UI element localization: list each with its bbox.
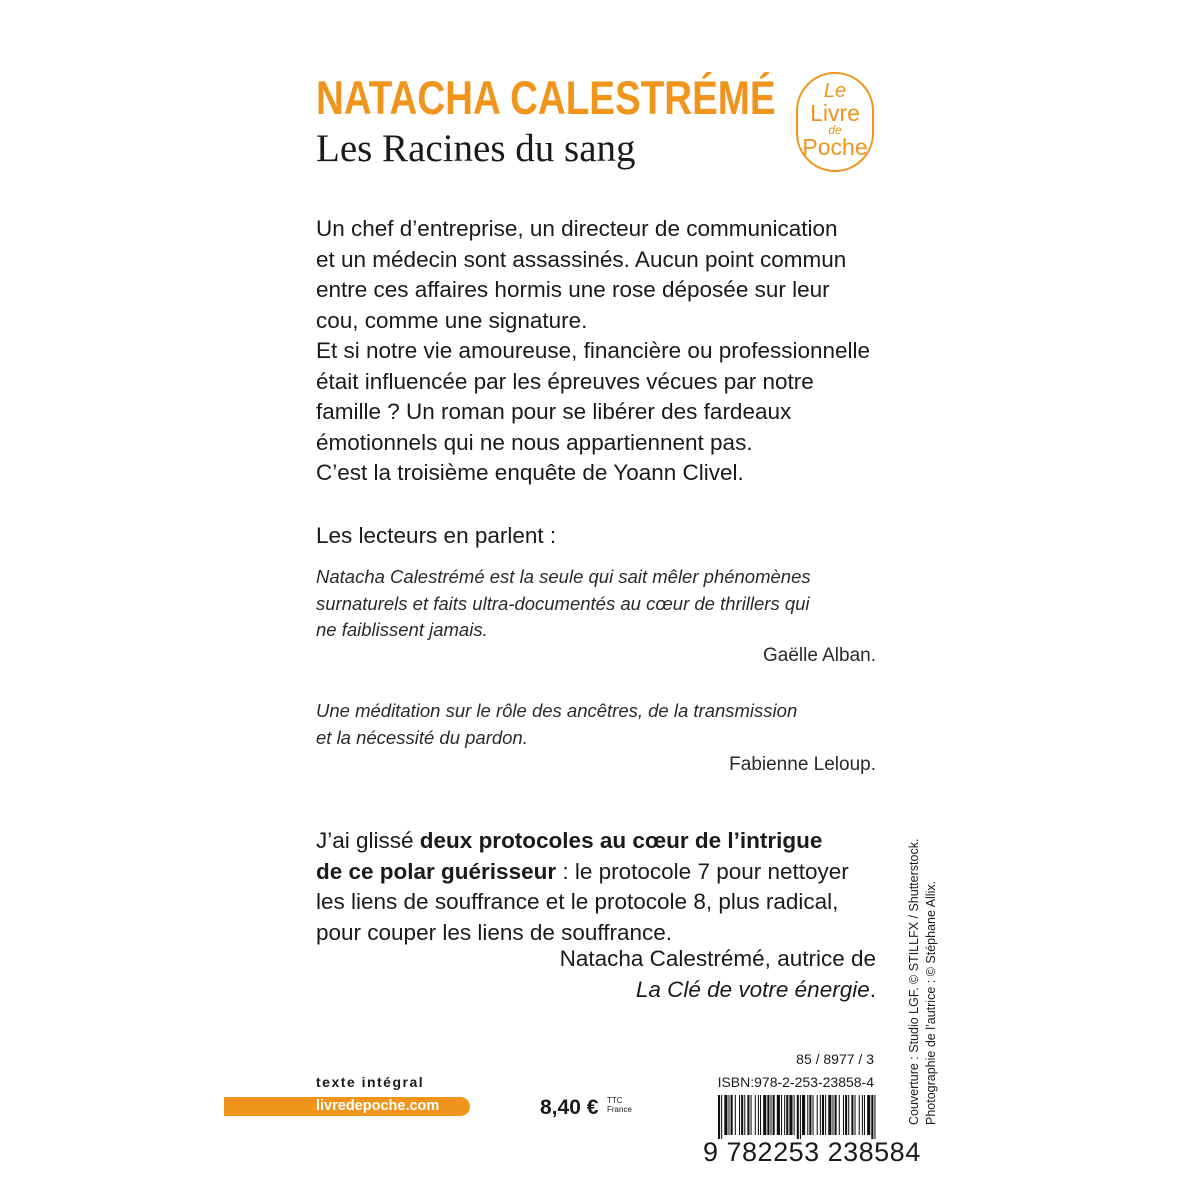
blurb-signature-period: . <box>869 976 876 1002</box>
blurb-bold-text: de ce polar guérisseur <box>316 858 557 884</box>
barcode-bar <box>874 1095 875 1139</box>
livre-de-poche-logo <box>796 72 874 172</box>
barcode-bar <box>855 1095 856 1135</box>
barcode-bar <box>721 1095 722 1139</box>
website-banner <box>224 1097 470 1116</box>
barcode-bar <box>735 1095 736 1135</box>
barcode-bar <box>786 1095 788 1135</box>
blurb-text: pour couper les liens de souffrance. <box>316 919 673 945</box>
blurb-text: les liens de souffrance et le protocole 8, plus radical, <box>316 889 839 914</box>
cover-credits <box>906 839 940 1125</box>
barcode-bar <box>784 1095 785 1135</box>
barcode-bar <box>835 1095 837 1135</box>
author-blurb <box>316 826 849 948</box>
book-title: Les Racines du sang <box>316 127 636 170</box>
quote-line: Natacha Calestrémé est la seule qui sait mêler phénomènes <box>316 566 811 587</box>
author-name: NATACHA CALESTRÉMÉ <box>316 71 776 124</box>
barcode-bar <box>763 1095 766 1135</box>
barcode-bar <box>832 1095 833 1135</box>
blurb-book-reference: La Clé de votre énergie <box>635 976 870 1002</box>
barcode-bar <box>767 1095 769 1135</box>
barcode-bar <box>862 1095 863 1135</box>
barcode-bar <box>771 1095 772 1135</box>
blurb-text: : le protocole 7 pour nettoyer <box>556 858 849 884</box>
barcode-bar <box>802 1095 805 1135</box>
barcode-bar <box>741 1095 743 1135</box>
barcode-bar <box>755 1095 756 1135</box>
summary-line: Et si notre vie amoureuse, financière ou professionnelle <box>316 338 871 363</box>
price: 8,40 € <box>540 1096 599 1119</box>
logo-text-livre: Livre <box>810 100 860 126</box>
reader-quote-1 <box>316 564 811 644</box>
logo-text-le: Le <box>823 80 847 102</box>
summary-line: Un chef d’entreprise, un directeur de communication <box>316 216 838 241</box>
blurb-bold-text: deux protocoles au cœur de l’intrigue <box>419 828 823 853</box>
barcode-bar <box>777 1095 780 1135</box>
barcode-bar <box>718 1095 720 1139</box>
quote-line: et la nécessité du pardon. <box>316 726 528 748</box>
barcode-bar <box>751 1095 752 1135</box>
logo-text-de: de <box>828 123 842 137</box>
barcode-bar <box>871 1095 873 1139</box>
barcode-bar <box>789 1095 792 1135</box>
barcode-bar <box>758 1095 759 1135</box>
summary-line: émotionnels qui ne nous appartiennent pas. <box>316 429 753 455</box>
france-label: France <box>607 1105 632 1114</box>
summary-line: était influencée par les épreuves vécues par notre <box>316 368 814 394</box>
barcode-bar <box>744 1095 745 1135</box>
barcode-bar <box>859 1095 860 1135</box>
quote-line: Une méditation sur le rôle des ancêtres, de la transmission <box>316 700 798 721</box>
website-link[interactable]: livredepoche.com <box>316 1098 440 1114</box>
blurb-signature-line: Natacha Calestrémé, autrice de <box>559 946 876 971</box>
barcode-bar <box>747 1095 749 1135</box>
reader-quote-2-author: Fabienne Leloup. <box>729 754 876 775</box>
quote-line: ne faiblissent jamais. <box>316 619 488 640</box>
blurb-text: J’ai glissé <box>316 828 420 853</box>
barcode-bar <box>825 1095 826 1135</box>
barcode-bar <box>809 1095 811 1135</box>
barcode-bar <box>864 1095 865 1135</box>
barcode-bar <box>800 1095 801 1139</box>
logo-text-poche: Poche <box>802 134 868 160</box>
barcode-bar <box>813 1095 814 1135</box>
summary-line: cou, comme une signature. <box>316 307 588 333</box>
barcode-bar <box>867 1095 870 1135</box>
barcode-bar <box>739 1095 740 1135</box>
barcode-bar <box>848 1095 849 1135</box>
barcode-bar <box>760 1095 761 1135</box>
barcode-bar <box>797 1095 799 1139</box>
barcode-bar <box>729 1095 730 1135</box>
barcode-bar <box>845 1095 847 1135</box>
barcode-digits: 9 782253 238584 <box>703 1137 921 1167</box>
reader-quote-1-author: Gaëlle Alban. <box>762 645 876 666</box>
blurb-signature <box>560 944 876 1005</box>
barcode-bar <box>724 1095 727 1135</box>
readers-heading: Les lecteurs en parlent : <box>316 523 557 548</box>
barcode-bar <box>817 1095 818 1135</box>
barcode-bar <box>731 1095 733 1135</box>
barcode <box>718 1095 878 1139</box>
quote-line: surnaturels et faits ultra-documentés au cœur de thrillers qui <box>316 592 810 614</box>
reader-quote-2 <box>316 698 797 751</box>
barcode-bar <box>820 1095 821 1135</box>
barcode-bar <box>781 1095 782 1135</box>
barcode-bar <box>851 1095 853 1135</box>
summary-paragraph <box>316 214 870 489</box>
credits-line-1: Couverture : Studio LGF. © STILLFX / Shutterstock. <box>907 838 921 1125</box>
summary-line: et un médecin sont assassinés. Aucun point commun <box>316 246 847 272</box>
summary-line: famille ? Un roman pour se libérer des fardeaux <box>316 399 792 424</box>
ttc-label: TTC <box>607 1096 623 1105</box>
barcode-bar <box>773 1095 775 1135</box>
price-tax-note <box>607 1096 632 1114</box>
barcode-bar <box>794 1095 795 1135</box>
barcode-bar <box>807 1095 808 1135</box>
isbn: ISBN:978-2-253-23858-4 <box>717 1074 874 1090</box>
summary-line: C’est la troisième enquête de Yoann Clivel. <box>316 460 744 485</box>
barcode-bar <box>843 1095 844 1135</box>
publisher-code: 85 / 8977 / 3 <box>796 1051 874 1067</box>
barcode-bar <box>828 1095 831 1135</box>
summary-line: entre ces affaires hormis une rose déposée sur leur <box>316 277 830 302</box>
credits-line-2: Photographie de l’autrice : © Stéphane Allix. <box>924 880 938 1125</box>
barcode-bar <box>839 1095 840 1135</box>
barcode-bar <box>822 1095 824 1135</box>
texte-integral-label: texte intégral <box>316 1074 425 1090</box>
